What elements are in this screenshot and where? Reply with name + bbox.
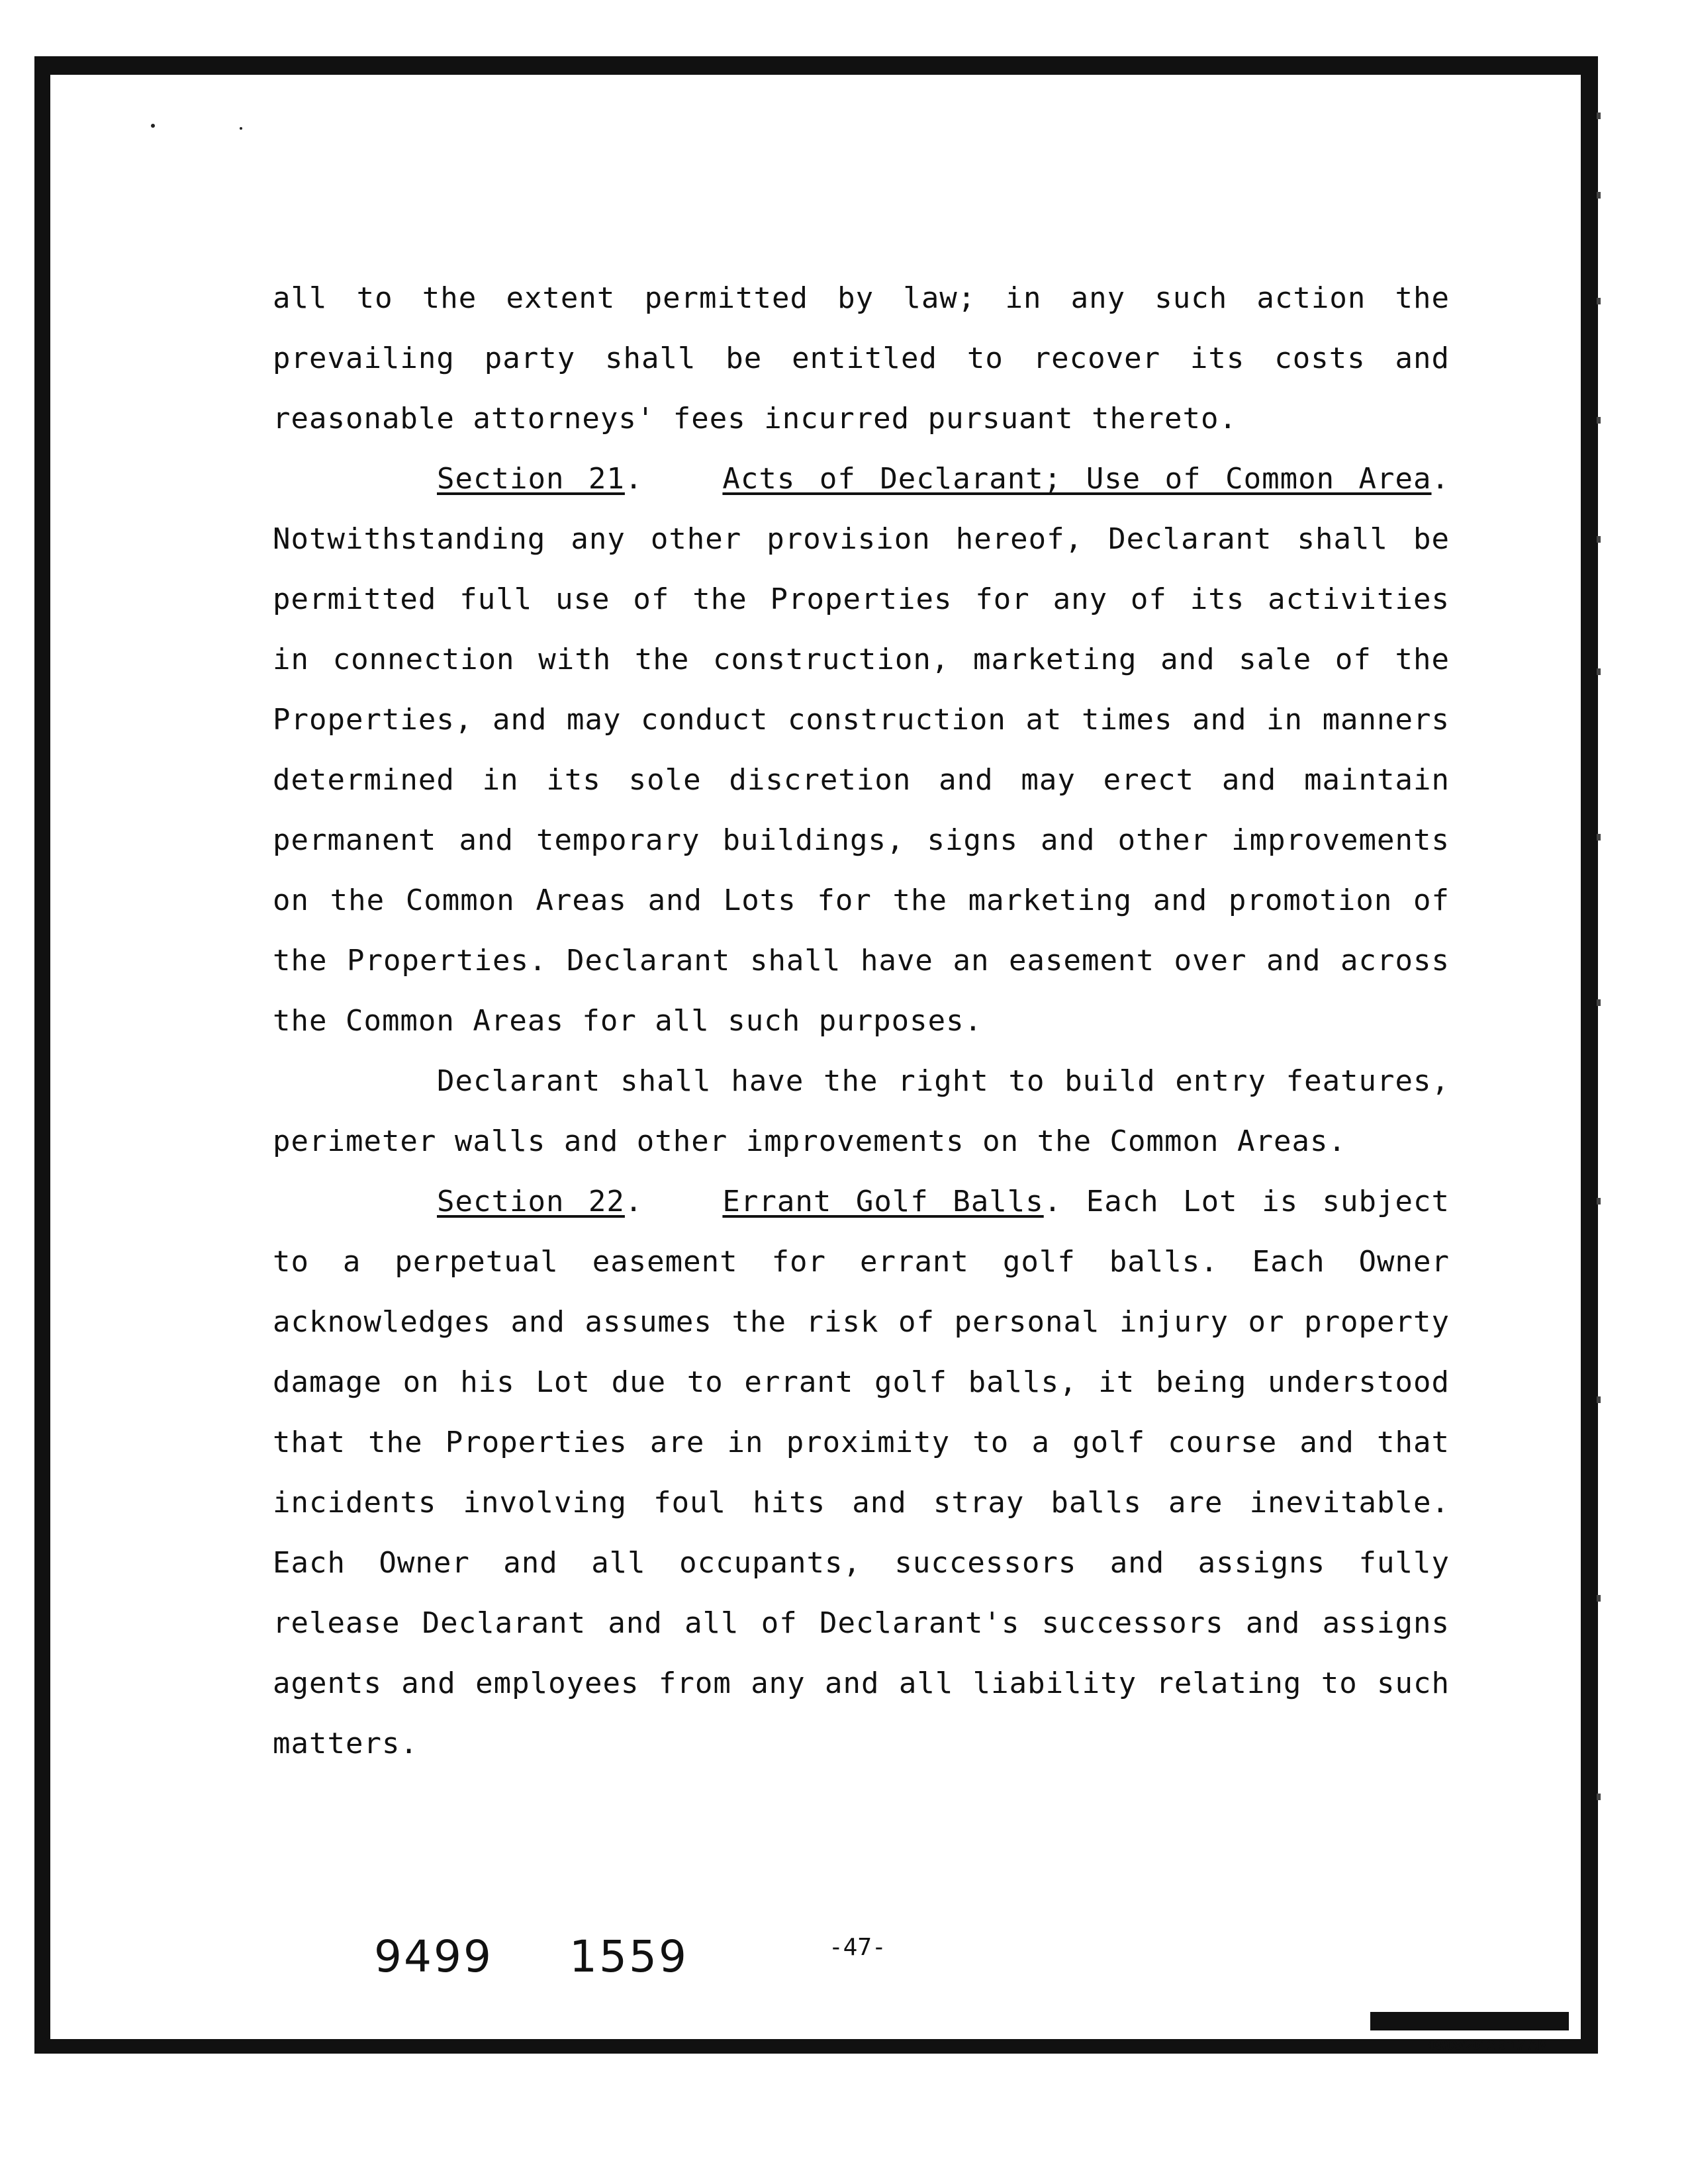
section-21-title: Acts of Declarant; Use of Common Area (722, 462, 1432, 496)
scan-edge-marks (1597, 73, 1602, 1992)
paragraph-continuation: all to the extent permitted by law; in any such action the prevailing party shall be entitled to recover its costs and reasonable attorneys' fees incurred pursuant thereto. (273, 281, 1450, 435)
recording-book-number: 9499 (374, 1931, 493, 1982)
scan-speck (151, 124, 155, 128)
scan-speck (240, 127, 242, 130)
section-21-paragraph-2: Declarant shall have the right to build entry features, perimeter walls and other improvements on the Common Areas. (273, 1064, 1450, 1158)
print-timestamp: 03/09/2012 9:17 AM (1429, 2038, 1549, 2053)
section-22-title: Errant Golf Balls (722, 1185, 1044, 1218)
scan-border-notch (1370, 2012, 1569, 2030)
section-22-paragraph: Section 22. Errant Golf Balls. Each Lot is subject to a perpetual easement for errant golf balls. Each Owner acknowledges and assumes the risk of personal injury or property damage on his Lot due to errant golf balls, it being understood that the Properties are in proximity to a golf course and that incidents involving foul hits and stray balls are inevitable. Each Owner and all occupants, successors and assigns fully release Declarant and all of Declarant's successors and assigns agents and employees from any and all liability relating to such matters. (273, 1185, 1450, 1760)
section-21-number: Section 21 (437, 462, 625, 496)
document-body (273, 268, 1450, 1774)
section-21-paragraph: Section 21. Acts of Declarant; Use of Common Area. Notwithstanding any other provision hereof, Declarant shall be permitted full use of the Properties for any of its activities in connection with the construction, marketing and sale of the Properties, and may conduct construction at times and in manners determined in its sole discretion and may erect and maintain permanent and temporary buildings, signs and other improvements on the Common Areas and Lots for the marketing and promotion of the Properties. Declarant shall have an easement over and across the Common Areas for all such purposes. (273, 462, 1450, 1038)
page-number: -47- (829, 1934, 886, 1961)
section-22-number: Section 22 (437, 1185, 625, 1218)
section-22-body: Each Lot is subject to a perpetual easement for errant golf balls. Each Owner acknowledges and assumes the risk of personal injury or property damage on his Lot due to errant golf balls, it being understood that the Properties are in proximity to a golf course and that incidents involving foul hits and stray balls are inevitable. Each Owner and all occupants, successors and assigns fully release Declarant and all of Declarant's successors and assigns agents and employees from any and all liability relating to such matters. (273, 1185, 1450, 1760)
section-21-body: Notwithstanding any other provision hereof, Declarant shall be permitted full use of the Properties for any of its activities in connection with the construction, marketing and sale of the Properties, and may conduct construction at times and in manners determined in its sole discretion and may erect and maintain permanent and temporary buildings, signs and other improvements on the Common Areas and Lots for the marketing and promotion of the Properties. Declarant shall have an easement over and across the Common Areas for all such purposes. (273, 522, 1450, 1038)
recording-page-number: 1559 (569, 1931, 688, 1982)
